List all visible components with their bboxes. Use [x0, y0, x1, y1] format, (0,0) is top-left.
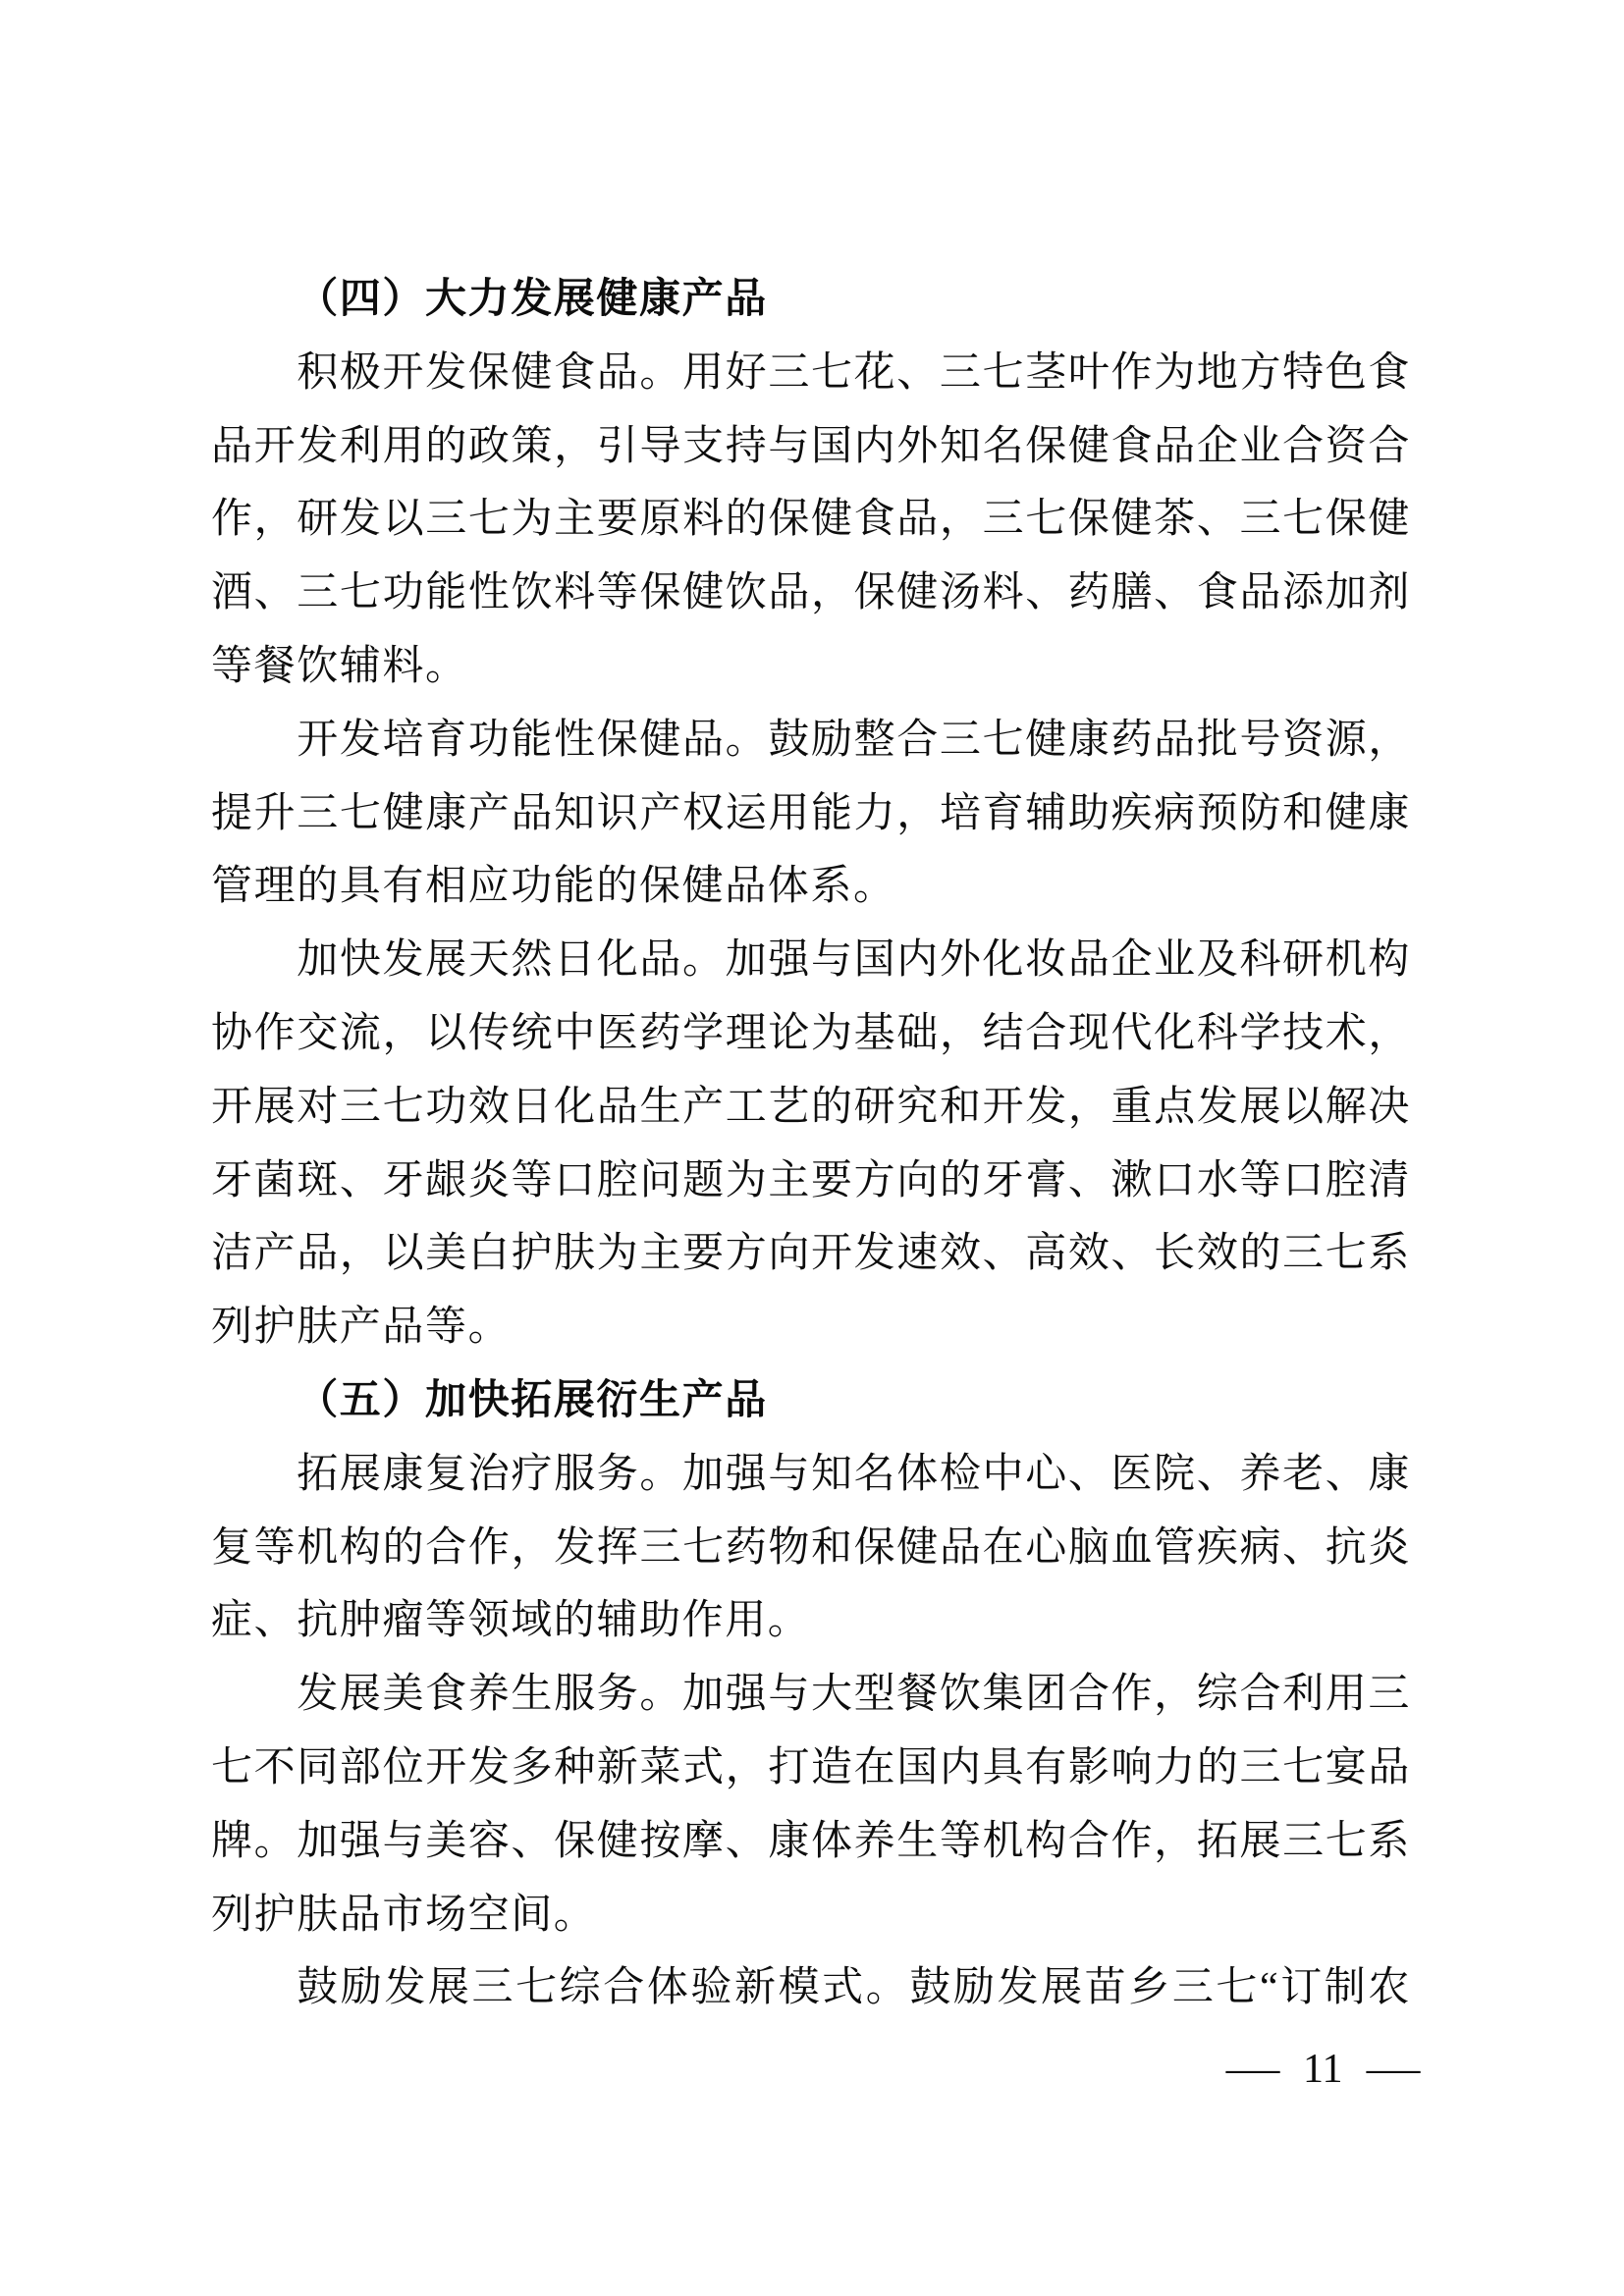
page-footer: [1225, 2042, 1421, 2097]
paragraph-line: 七不同部位开发多种新菜式，打造在国内具有影响力的三七宴品: [211, 1744, 1411, 1790]
document-body: [211, 263, 1411, 2025]
paragraph-line: 列护肤产品等。: [211, 1305, 512, 1351]
paragraph-line: 管理的具有相应功能的保健品体系。: [211, 864, 896, 910]
paragraph-line: 加快发展天然日化品。加强与国内外化妆品企业及科研机构: [297, 937, 1411, 984]
paragraph-line: 积极开发保健食品。用好三七花、三七茎叶作为地方特色食: [297, 349, 1411, 396]
paragraph-line: 症、抗肿瘤等领域的辅助作用。: [211, 1598, 811, 1644]
paragraph-line: 提升三七健康产品知识产权运用能力，培育辅助疾病预防和健康: [211, 790, 1411, 836]
paragraph-line: 酒、三七功能性饮料等保健饮品，保健汤料、药膳、食品添加剂: [211, 570, 1411, 616]
paragraph-line: 鼓励发展三七综合体验新模式。鼓励发展苗乡三七“订制农: [297, 1965, 1411, 2011]
paragraph-line: 开展对三七功效日化品生产工艺的研究和开发，重点发展以解决: [211, 1084, 1411, 1130]
paragraph-line: 列护肤品市场空间。: [211, 1892, 597, 1938]
paragraph-line: 开发培育功能性保健品。鼓励整合三七健康药品批号资源，: [297, 717, 1411, 763]
paragraph-line: 牌。加强与美容、保健按摩、康体养生等机构合作，拓展三七系: [211, 1818, 1411, 1864]
paragraph-line: 洁产品，以美白护肤为主要方向开发速效、高效、长效的三七系: [211, 1231, 1411, 1277]
paragraph-line: 协作交流，以传统中医药学理论为基础，结合现代化科学技术，: [211, 1010, 1411, 1056]
paragraph-line: 品开发利用的政策，引导支持与国内外知名保健食品企业合资合: [211, 423, 1411, 469]
heading-line: （四）大力发展健康产品: [297, 277, 768, 322]
page-number-dash-right: —: [1366, 2047, 1421, 2092]
paragraph-line: 作，研发以三七为主要原料的保健食品，三七保健茶、三七保健: [211, 497, 1411, 543]
paragraph-line: 复等机构的合作，发挥三七药物和保健品在心脑血管疾病、抗炎: [211, 1524, 1411, 1571]
page-number-dash-left: —: [1225, 2047, 1279, 2092]
page-number: 11: [1303, 2047, 1343, 2092]
paragraph-line: 等餐饮辅料。: [211, 643, 468, 689]
paragraph-line: 拓展康复治疗服务。加强与知名体检中心、医院、养老、康: [297, 1451, 1411, 1497]
heading-line: （五）加快拓展衍生产品: [297, 1377, 768, 1423]
paragraph-line: 发展美食养生服务。加强与大型餐饮集团合作，综合利用三: [297, 1672, 1411, 1718]
paragraph-line: 牙菌斑、牙龈炎等口腔问题为主要方向的牙膏、漱口水等口腔清: [211, 1157, 1411, 1203]
